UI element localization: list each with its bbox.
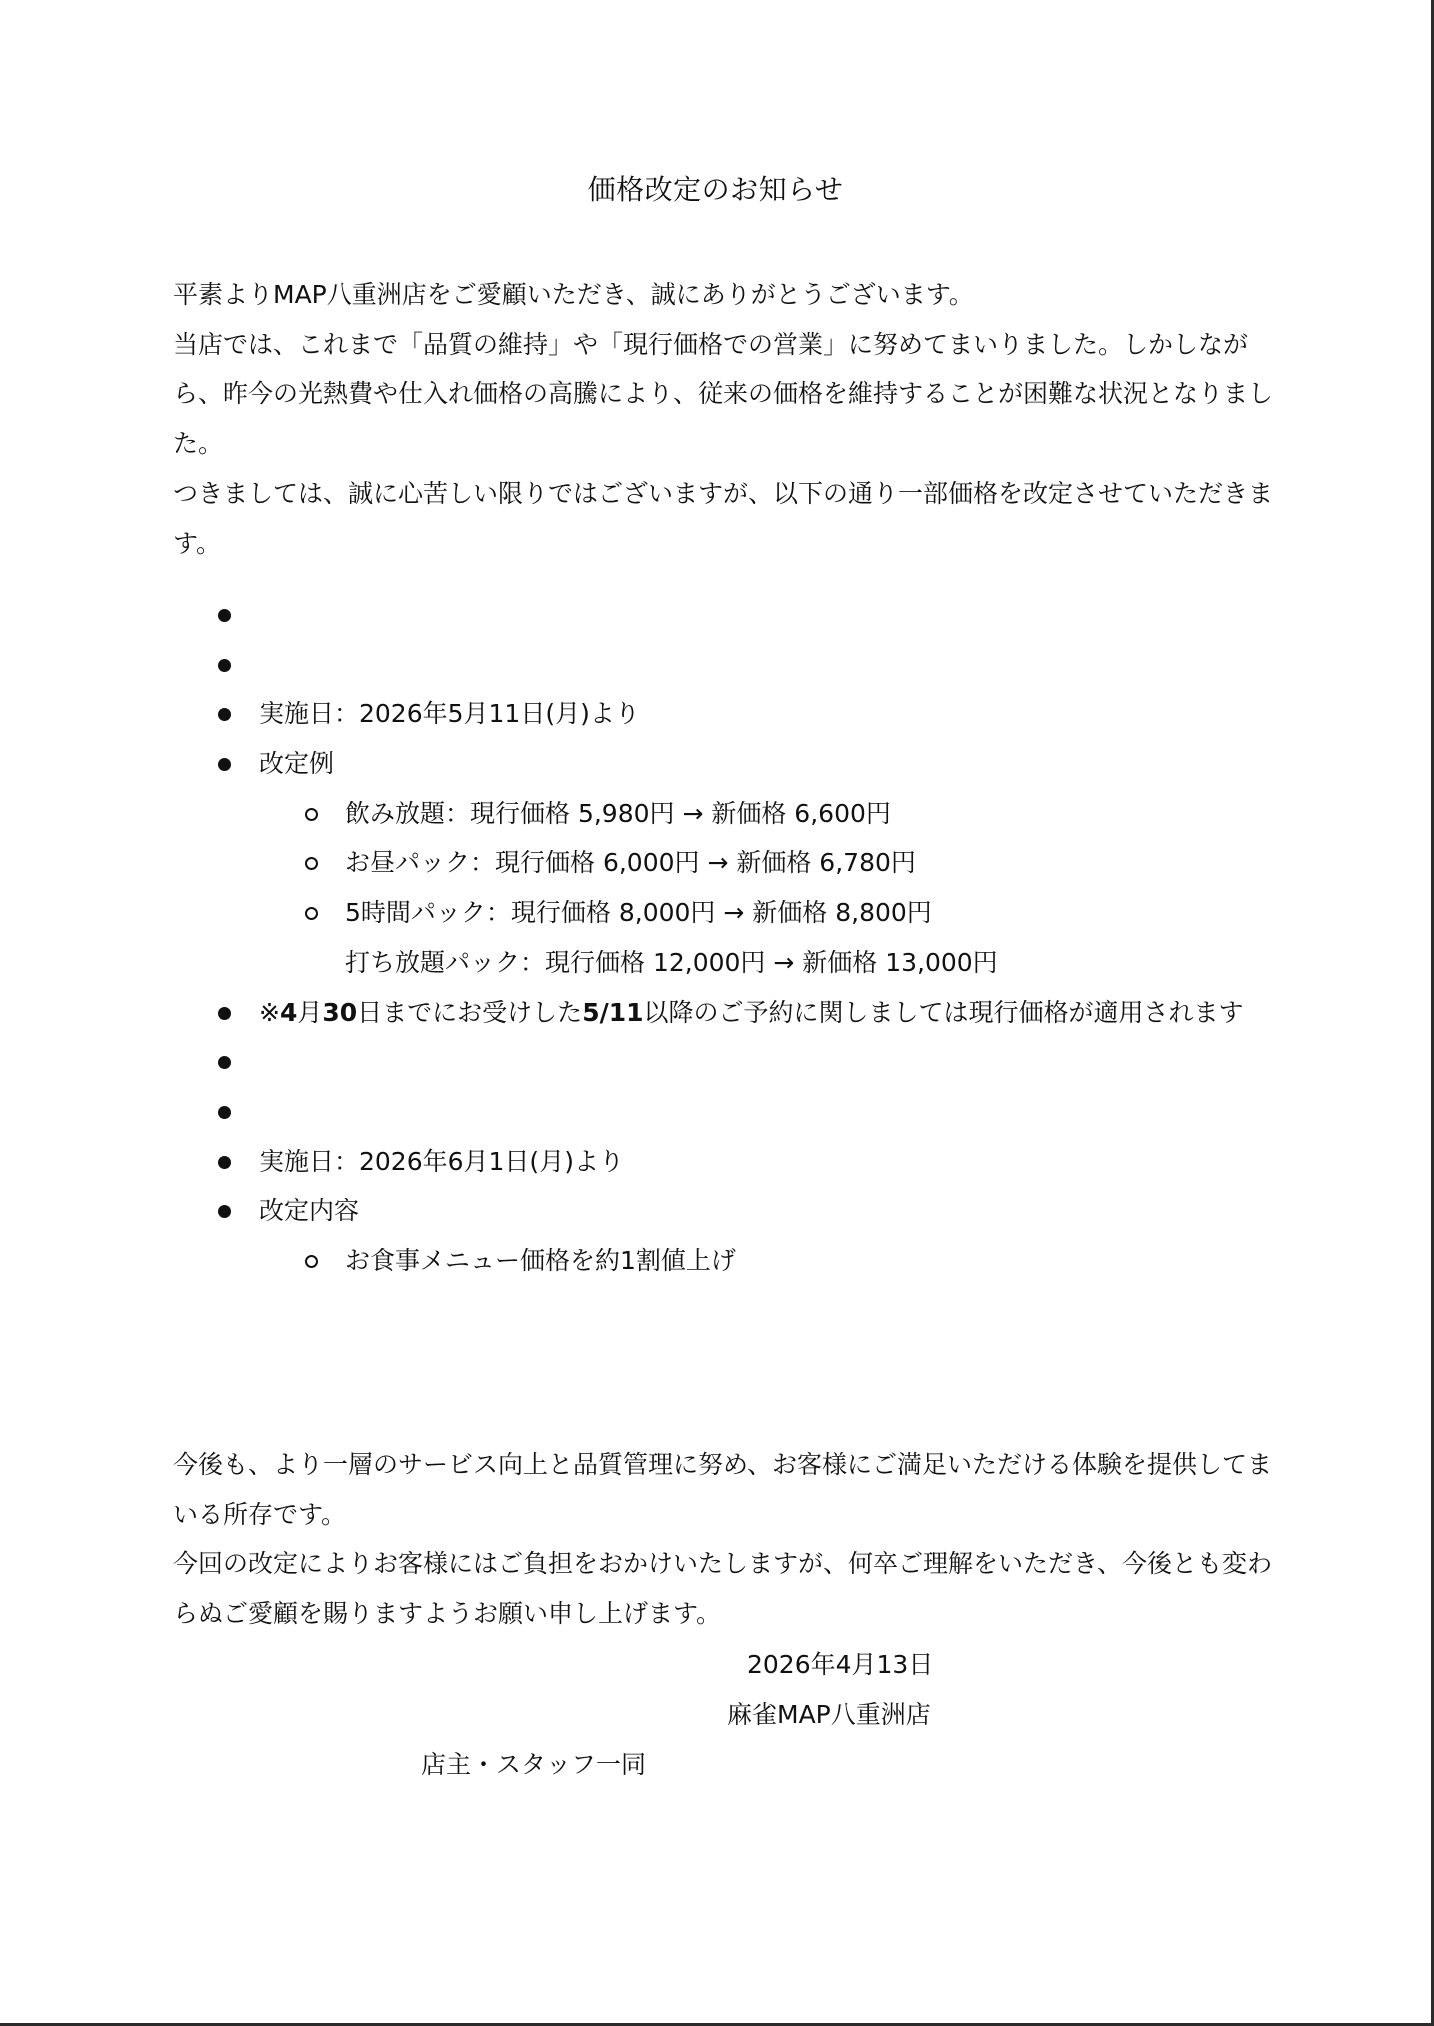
- effective-date-1: 実施日：2026年5月11日(月)より: [173, 689, 1273, 739]
- hollow-bullet-icon: [305, 857, 318, 870]
- bullet-icon: [218, 1106, 231, 1119]
- document-title: 価格改定のお知らせ: [587, 173, 844, 206]
- hollow-bullet-icon: [305, 907, 318, 920]
- hollow-bullet-icon: [305, 1255, 318, 1268]
- detail-item: お食事メニュー価格を約1割値上げ: [173, 1236, 1273, 1286]
- examples-label: 改定例: [173, 739, 1273, 789]
- list-item-empty: [173, 1037, 1273, 1087]
- intro-announcement: つきましては、誠に心苦しい限りではございますが、以下の通り一部価格を改定させていただきます。: [173, 478, 1274, 558]
- list-item-empty: [173, 590, 1273, 640]
- signature-date: 2026年4月13日: [747, 1650, 934, 1679]
- details-label: 改定内容: [173, 1186, 1273, 1236]
- signature-shop-name: 麻雀MAP八重洲店: [727, 1700, 931, 1729]
- list-item-empty: [173, 640, 1273, 690]
- example-item: お昼パック：現行価格 6,000円 → 新価格 6,780円: [173, 838, 1273, 888]
- closing-section: [173, 1440, 1273, 1639]
- bullet-icon: [218, 1056, 231, 1069]
- example-item: 5時間パック：現行価格 8,000円 → 新価格 8,800円: [173, 888, 1273, 938]
- bullet-icon: [218, 708, 231, 721]
- list-item-empty: [173, 1087, 1273, 1137]
- intro-section: [173, 270, 1273, 568]
- closing-commitment: 今後も、より一層のサービス向上と品質管理に努め、お客様にご満足いただける体験を提供してまいる所存です。: [173, 1450, 1273, 1529]
- signature-staff: 店主・スタッフ一同: [421, 1750, 647, 1779]
- bullet-icon: [218, 1205, 231, 1218]
- bullet-icon: [218, 659, 231, 672]
- closing-request: 今回の改定によりお客様にはご負担をおかけいたしますが、何卒ご理解をいただき、今後とも変わらぬご愛顧を賜りますようお願い申し上げます。: [173, 1549, 1273, 1629]
- effective-date-2: 実施日：2026年6月1日(月)より: [173, 1137, 1273, 1187]
- bullet-icon: [218, 758, 231, 771]
- example-item-continuation: 打ち放題パック：現行価格 12,000円 → 新価格 13,000円: [345, 947, 998, 977]
- reservation-note: [173, 988, 1273, 1038]
- note-text: ※4月30日までにお受けした5/11以降のご予約に関しましては現行価格が適用されます: [259, 997, 1244, 1027]
- intro-reason: 当店では、これまで「品質の維持」や「現行価格での営業」に努めてまいりました。しかしながら、昨今の光熱費や仕入れ価格の高騰により、従来の価格を維持することが困難な状況となりました。: [173, 329, 1274, 459]
- price-change-list: [173, 590, 1273, 1286]
- hollow-bullet-icon: [305, 808, 318, 821]
- bullet-icon: [218, 1156, 231, 1169]
- bullet-icon: [218, 609, 231, 622]
- intro-greeting: 平素よりMAP八重洲店をご愛顧いただき、誠にありがとうございます。: [173, 280, 974, 309]
- bullet-icon: [218, 1007, 231, 1020]
- example-item: 飲み放題：現行価格 5,980円 → 新価格 6,600円: [173, 789, 1273, 839]
